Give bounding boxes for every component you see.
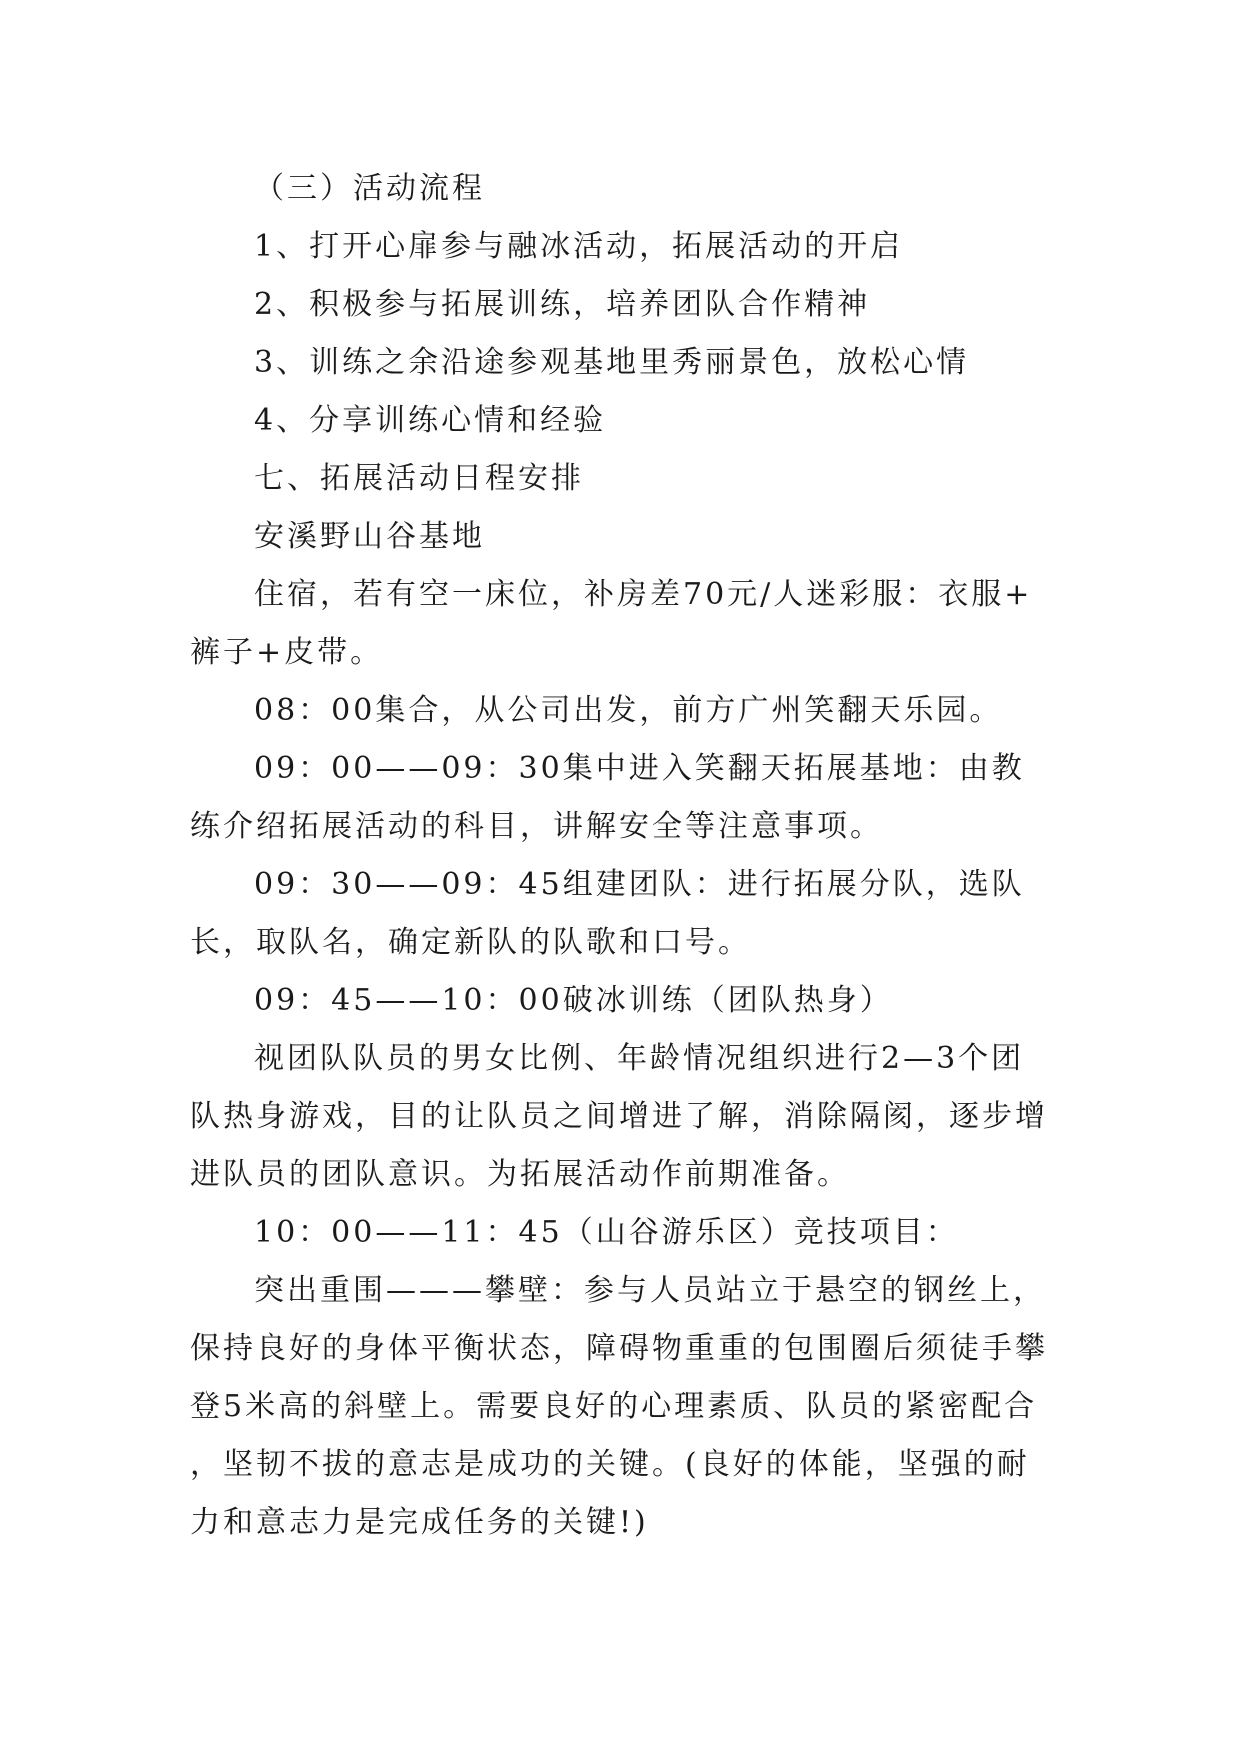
warmup-description: 视团队队员的男女比例、年龄情况组织进行2—3个团队热身游戏，目的让队员之间增进了解，消除隔阂，逐步增进队员的团队意识。为拓展活动作前期准备。 bbox=[190, 1041, 1048, 1192]
climbing-description: 突出重围———攀壁：参与人员站立于悬空的钢丝上，保持良好的身体平衡状态，障碍物重重的包围圈后须徒手攀登5米高的斜壁上。需要良好的心理素质、队员的紧密配合，坚韧不拔的意志是成功的关键。(良好的体能，坚强的耐力和意志力是完成任务的关键!) bbox=[190, 1273, 1048, 1540]
schedule-1000: 10：00——11：45（山谷游乐区）竞技项目： bbox=[254, 1215, 959, 1250]
section-heading-process: （三）活动流程 bbox=[254, 171, 485, 206]
accommodation-paragraph: 住宿，若有空一床位，补房差70元/人迷彩服：衣服+裤子+皮带。 bbox=[190, 577, 1033, 670]
section-heading-schedule: 七、拓展活动日程安排 bbox=[254, 461, 584, 496]
schedule-0800: 08：00集合，从公司出发，前方广州笑翻天乐园。 bbox=[254, 693, 1003, 728]
base-name: 安溪野山谷基地 bbox=[254, 519, 485, 554]
list-item-4: 4、分享训练心情和经验 bbox=[254, 403, 607, 438]
list-item-3: 3、训练之余沿途参观基地里秀丽景色，放松心情 bbox=[254, 345, 970, 380]
list-item-2: 2、积极参与拓展训练，培养团队合作精神 bbox=[254, 287, 871, 322]
schedule-0900: 09：00——09：30集中进入笑翻天拓展基地：由教练介绍拓展活动的科目，讲解安全等注意事项。 bbox=[190, 751, 1025, 844]
list-item-1: 1、打开心扉参与融冰活动，拓展活动的开启 bbox=[254, 229, 904, 264]
document-body bbox=[190, 160, 1055, 1552]
schedule-0930: 09：30——09：45组建团队：进行拓展分队，选队长，取队名，确定新队的队歌和口号。 bbox=[190, 867, 1025, 960]
schedule-0945: 09：45——10：00破冰训练（团队热身） bbox=[254, 983, 893, 1018]
